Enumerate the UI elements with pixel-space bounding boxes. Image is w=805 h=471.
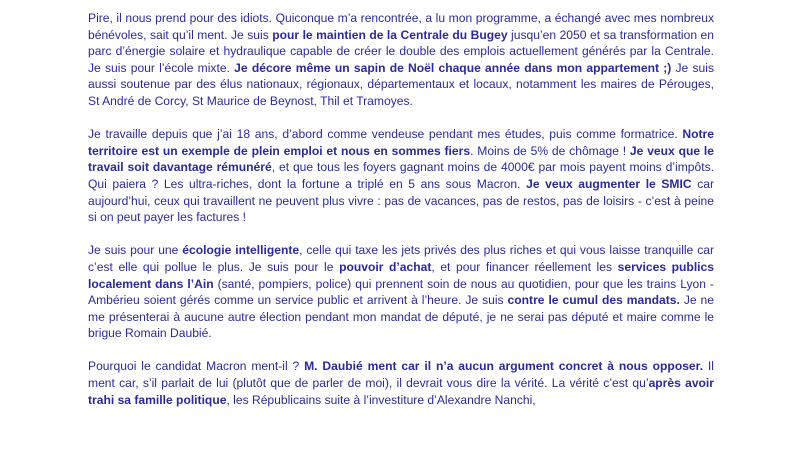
bold-text-run: pour le maintien de la Centrale du Bugey (272, 27, 508, 42)
bold-text-run: M. Daubié ment car il n’a aucun argument concret à nous opposer. (304, 359, 704, 374)
text-run: Pire, il nous prend pour des idiots. Quiconque m’a rencontrée, a lu mon programme, a échangé avec mes nombreux bénévoles, sait qu’il ment. Je suis (88, 11, 714, 42)
text-run: Je ne me présenterai à aucune autre élection pendant mon mandat de député, je ne serai pas député et maire comme le brigue Romain Daubié. (88, 293, 714, 341)
paragraph-centrale-bugey (88, 10, 714, 110)
text-run: , les Républicains suite à l’investiture d’Alexandre Nanchi, (226, 392, 536, 407)
text-run: Je suis aussi soutenue par des élus nationaux, régionaux, départementaux et locaux, notamment les maires de Pérouges, St André de Corcy, St Maurice de Beynost, Thil et Tramoyes. (88, 60, 715, 108)
bold-text-run: Je veux augmenter le SMIC (526, 176, 692, 191)
bold-text-run: Notre territoire est un exemple de plein emploi et nous en sommes fiers (88, 127, 714, 158)
paragraph-macron-daubie (88, 358, 714, 408)
text-run: , et pour financer réellement les (431, 259, 618, 274)
bold-text-run: écologie intelligente (182, 243, 300, 258)
text-run: , celle qui taxe les jets privés des plus riches et qui vous laisse tranquille car c’est elle qui pollue le plus. Je suis pour le (88, 243, 714, 274)
paragraph-travail-emploi (88, 126, 714, 226)
bold-text-run: Je décore même un sapin de Noël chaque année dans mon appartement ;) (234, 60, 672, 75)
document-body (88, 10, 714, 425)
text-run: , et que tous les foyers gagnant moins de 4000€ par mois payent moins d’impôts. Qui paiera ? Les ultra-riches, dont la fortune a triplé en 5 ans sous Macron. (88, 160, 715, 191)
text-run: Je suis pour une (88, 243, 183, 258)
text-run: Pourquoi le candidat Macron ment-il ? (88, 359, 305, 374)
paragraph-ecologie-services (88, 242, 714, 342)
text-run: (santé, pompiers, police) qui prennent soin de nous au quotidien, pour que les trains Lyon - Ambérieu soient gérés comme un service public et arrivent à l’heure. Je suis (88, 276, 714, 308)
text-run: Je travaille depuis que j’ai 18 ans, d’abord comme vendeuse pendant mes études, puis comme formatrice. (88, 127, 683, 142)
text-run: Il ment car, s’il parlait de lui (plutôt que de parler de moi), il devrait vous dire la vérité. La vérité c’est qu’ (88, 359, 714, 391)
text-run: jusqu’en 2050 et sa transformation en parc d’énergie solaire et hydraulique capable de créer le double des emplois actuellement générés par la Centrale. Je suis pour l’école mixte. (88, 27, 715, 75)
bold-text-run: services publics localement dans l’Ain (88, 259, 714, 291)
bold-text-run: après avoir trahi sa famille politique (88, 376, 714, 407)
text-run: . Moins de 5% de chômage ! (470, 143, 630, 158)
bold-text-run: pouvoir d’achat (339, 259, 432, 274)
bold-text-run: contre le cumul des mandats. (507, 293, 680, 308)
bold-text-run: Je veux que le travail soit davantage rémunéré (88, 143, 714, 175)
text-run: car aujourd’hui, ceux qui travaillent ne peuvent plus vivre : pas de vacances, pas de restos, pas de loisirs - c’est à peine si on peut payer les factures ! (88, 176, 714, 225)
